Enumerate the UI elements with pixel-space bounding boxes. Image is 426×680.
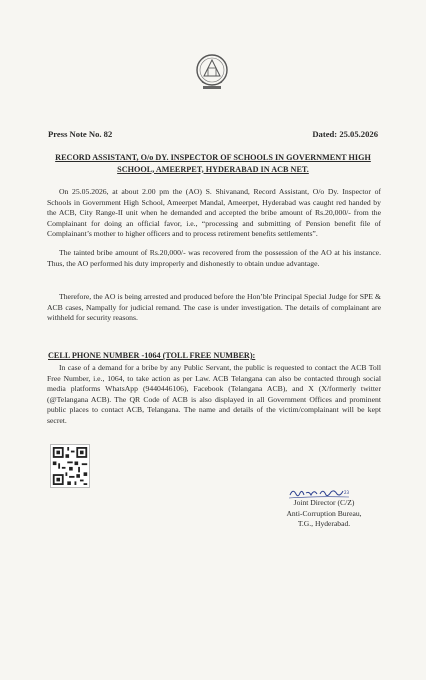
paragraph-recovery: The tainted bribe amount of Rs.20,000/- was recovered from the possession of the AO at his instance. Thus, the AO performed his duty improperly and dishonestly to obtain undue advantage. [47,248,381,268]
qr-code-icon [50,444,90,488]
signatory-title: Joint Director (C/Z) [293,498,355,507]
signatory-place: T.G., Hyderabad. [297,519,351,528]
press-note-subject: RECORD ASSISTANT, O/o DY. INSPECTOR OF SCHOOLS IN GOVERNMENT HIGH SCHOOL, AMEERPET, HYDERABAD IN ACB NET. [55,153,371,174]
cell-phone-heading: CELL PHONE NUMBER -1064 (TOLL FREE NUMBER): [48,351,256,360]
paragraph-incident: On 25.05.2026, at about 2.00 pm the (AO) S. Shivanand, Record Assistant, O/o Dy. Inspector of Schools in Government High School, Ameerpet Mandal, Ameerpet, Hyderabad was caught red handed by the ACB, City Range-II unit when he demanded and accepted the bribe amount of Rs.20,000/- from the Complainant for doing an official favor, i.e., “processing and submitting of Pension benefit file of Complainant’s mother to higher officers and to process retirement benefits settlements”. [47,187,381,239]
svg-text:23: 23 [344,490,350,495]
signatory-department: Anti-Corruption Bureau, [286,508,362,518]
state-emblem-icon [194,52,230,92]
press-note-number: Press Note No. 82 [48,129,113,139]
paragraph-arrest: Therefore, the AO is being arrested and produced before the Hon’ble Principal Special Judge for SPE & ACB cases, Nampally for judicial remand. The case is under investigation. The details of complainant are withheld for security reasons. [47,292,381,323]
press-note-date: Dated: 25.05.2026 [312,129,378,139]
signatory-block [269,498,379,530]
paragraph-toll-free: In case of a demand for a bribe by any Public Servant, the public is requested to contact the ACB Toll Free Number, i.e., 1064, to take action as per Law. ACB Telangana can also be contacted through social media platforms WhatsApp (9440446106), Facebook (Telangana ACB), and X (X/formerly twitter (@Telangana ACB). The QR Code of ACB is also displayed in all Government Offices and prominent public places to contact ACB, Telangana. The name and details of the victim/complainant will be kept secret. [47,363,381,425]
